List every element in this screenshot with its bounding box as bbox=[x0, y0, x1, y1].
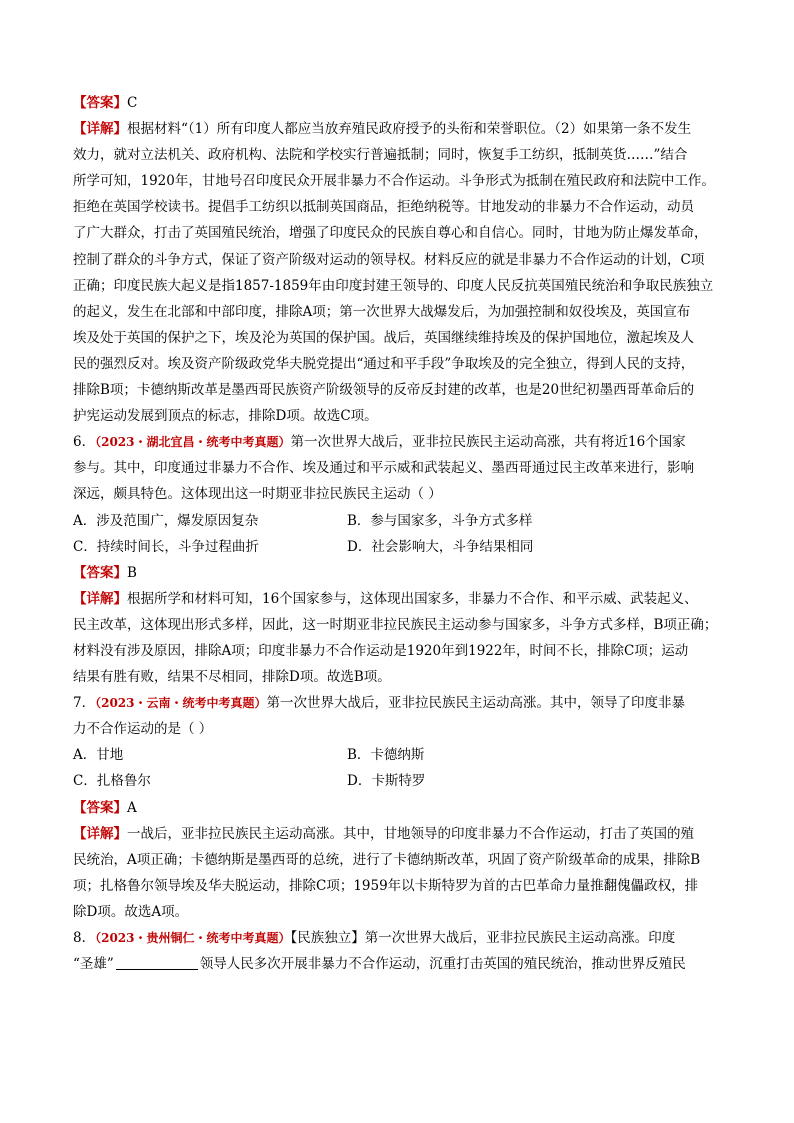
detail-line: 所学可知，1920年，甘地号召印度民众开展非暴力不合作运动。斗争形式为抵制在殖民政府和法院中工作。 bbox=[73, 173, 715, 190]
detail-line: 民的强烈反对。埃及资产阶级政党华夫脱党提出“通过和平手段”争取埃及的完全独立，得到人民的支持， bbox=[73, 355, 695, 372]
options-row bbox=[73, 534, 733, 560]
option-d: D．社会影响大，斗争结果相同 bbox=[347, 538, 534, 555]
detail-line: 结果有胜有败，结果不尽相同，排除D项。故选B项。 bbox=[73, 669, 391, 686]
question-6-stem: 6．（2023・湖北宜昌・统考中考真题）第一次世界大战后，亚非拉民族民主运动高涨，共有将近16个国家 bbox=[73, 434, 686, 451]
option-d: D．卡斯特罗 bbox=[347, 773, 426, 790]
question-source: （2023・湖北宜昌・统考中考真题） bbox=[95, 435, 291, 450]
answer-line bbox=[73, 90, 733, 116]
question-number: 7． bbox=[73, 695, 96, 712]
question-number: 6． bbox=[73, 434, 96, 451]
document-page bbox=[73, 90, 733, 977]
detail-line: 护宪运动发展到顶点的标志，排除D项。故选C项。 bbox=[73, 408, 378, 425]
detail-line: 排除B项；卡德纳斯改革是墨西哥民族资产阶级领导的反帝反封建的改革，也是20世纪初墨西哥革命后的 bbox=[73, 382, 695, 399]
option-b: B．卡德纳斯 bbox=[347, 747, 425, 764]
detail-line: 民主改革，这体现出形式多样，因此，这一时期亚非拉民族民主运动参与国家多，斗争方式多样，B项正确； bbox=[73, 616, 718, 633]
answer-line bbox=[73, 560, 733, 586]
detail-line: 【详解】根据材料“（1）所有印度人都应当放弃殖民政府授予的头衔和荣誉职位。（2）如果第一条不发生 bbox=[73, 121, 692, 138]
question-7-stem: 7．（2023・云南・统考中考真题）第一次世界大战后，亚非拉民族民主运动高涨。其中，领导了印度非暴 bbox=[73, 695, 685, 712]
question-topic-tag: 【民族独立】 bbox=[290, 930, 365, 946]
detail-line: 控制了群众的斗争方式，保证了资产阶级对运动的领导权。材料反应的就是非暴力不合作运动的计划，C项 bbox=[73, 251, 705, 268]
fill-blank[interactable] bbox=[116, 955, 198, 970]
detail-tag: 【详解】 bbox=[73, 590, 127, 607]
question-source: （2023・贵州铜仁・统考中考真题） bbox=[95, 931, 291, 945]
detail-tag: 【详解】 bbox=[73, 825, 127, 842]
answer-line bbox=[73, 795, 733, 821]
detail-tag: 【详解】 bbox=[73, 121, 127, 138]
question-stem-line: “圣雄” 领导人民多次开展非暴力不合作运动，沉重打击英国的殖民统治，推动世界反殖民 bbox=[73, 956, 686, 973]
answer-value: A bbox=[127, 799, 137, 816]
answer-tag: 【答案】 bbox=[73, 799, 127, 816]
question-stem-line: 力不合作运动的是（ ） bbox=[73, 721, 213, 738]
question-number: 8． bbox=[73, 930, 96, 946]
answer-value: C bbox=[127, 95, 138, 111]
options-row bbox=[73, 742, 733, 768]
question-stem-line: 深远，颇具特色。这体现出这一时期亚非拉民族民主运动（ ） bbox=[73, 486, 442, 503]
question-stem-line: 参与。其中，印度通过非暴力不合作、埃及通过和平示威和武装起义、墨西哥通过民主改革来进行，影响 bbox=[73, 460, 694, 477]
question-8-stem: 8．（2023・贵州铜仁・统考中考真题）【民族独立】第一次世界大战后，亚非拉民族民主运动高涨。印度 bbox=[73, 930, 676, 946]
detail-line: 拒绝在英国学校读书。提倡手工纺织以抵制英国商品，拒绝纳税等。甘地发动的非暴力不合作运动，动员 bbox=[73, 199, 694, 216]
answer-value: B bbox=[127, 564, 137, 581]
answer-tag: 【答案】 bbox=[73, 95, 127, 111]
detail-line: 民统治，A项正确；卡德纳斯是墨西哥的总统，进行了卡德纳斯改革，巩固了资产阶级革命的成果，排除B bbox=[73, 851, 701, 868]
options-row bbox=[73, 508, 733, 534]
option-c: C．持续时间长，斗争过程曲折 bbox=[73, 538, 259, 555]
options-row bbox=[73, 768, 733, 794]
detail-line: 【详解】一战后，亚非拉民族民主运动高涨。其中，甘地领导的印度非暴力不合作运动，打击了英国的殖 bbox=[73, 825, 694, 842]
detail-line: 除D项。故选A项。 bbox=[73, 903, 189, 920]
detail-line: 材料没有涉及原因，排除A项；印度非暴力不合作运动是1920年到1922年，时间不长，排除C项；运动 bbox=[73, 642, 689, 659]
detail-line: 了广大群众，打击了英国殖民统治，增强了印度民众的民族自尊心和自信心。同时，甘地为防止爆发革命， bbox=[73, 225, 708, 242]
answer-tag: 【答案】 bbox=[73, 564, 127, 581]
option-c: C．扎格鲁尔 bbox=[73, 773, 151, 790]
detail-line: 的起义，发生在北部和中部印度，排除A项；第一次世界大战爆发后，为加强控制和奴役埃及，英国宣布 bbox=[73, 303, 691, 320]
detail-line: 【详解】根据所学和材料可知，16个国家参与，这体现出国家多，非暴力不合作、和平示威、武装起义、 bbox=[73, 590, 698, 607]
detail-line: 项；扎格鲁尔领导埃及华夫脱运动，排除C项；1959年以卡斯特罗为首的古巴革命力量推翻傀儡政权，排 bbox=[73, 877, 699, 894]
option-b: B．参与国家多，斗争方式多样 bbox=[347, 512, 533, 529]
detail-line: 正确；印度民族大起义是指1857-1859年由印度封建王领导的、印度人民反抗英国殖民统治和争取民族独立 bbox=[73, 277, 714, 294]
detail-line: 埃及处于英国的保护之下，埃及沦为英国的保护国。战后，英国继续维持埃及的保护国地位，激起埃及人 bbox=[73, 329, 694, 346]
question-source: （2023・云南・统考中考真题） bbox=[95, 696, 267, 711]
option-a: A．涉及范围广，爆发原因复杂 bbox=[73, 512, 259, 529]
detail-line: 效力，就对立法机关、政府机构、法院和学校实行普遍抵制；同时，恢复手工纺织，抵制英货……”结合 bbox=[73, 147, 688, 164]
option-a: A．甘地 bbox=[73, 747, 124, 764]
